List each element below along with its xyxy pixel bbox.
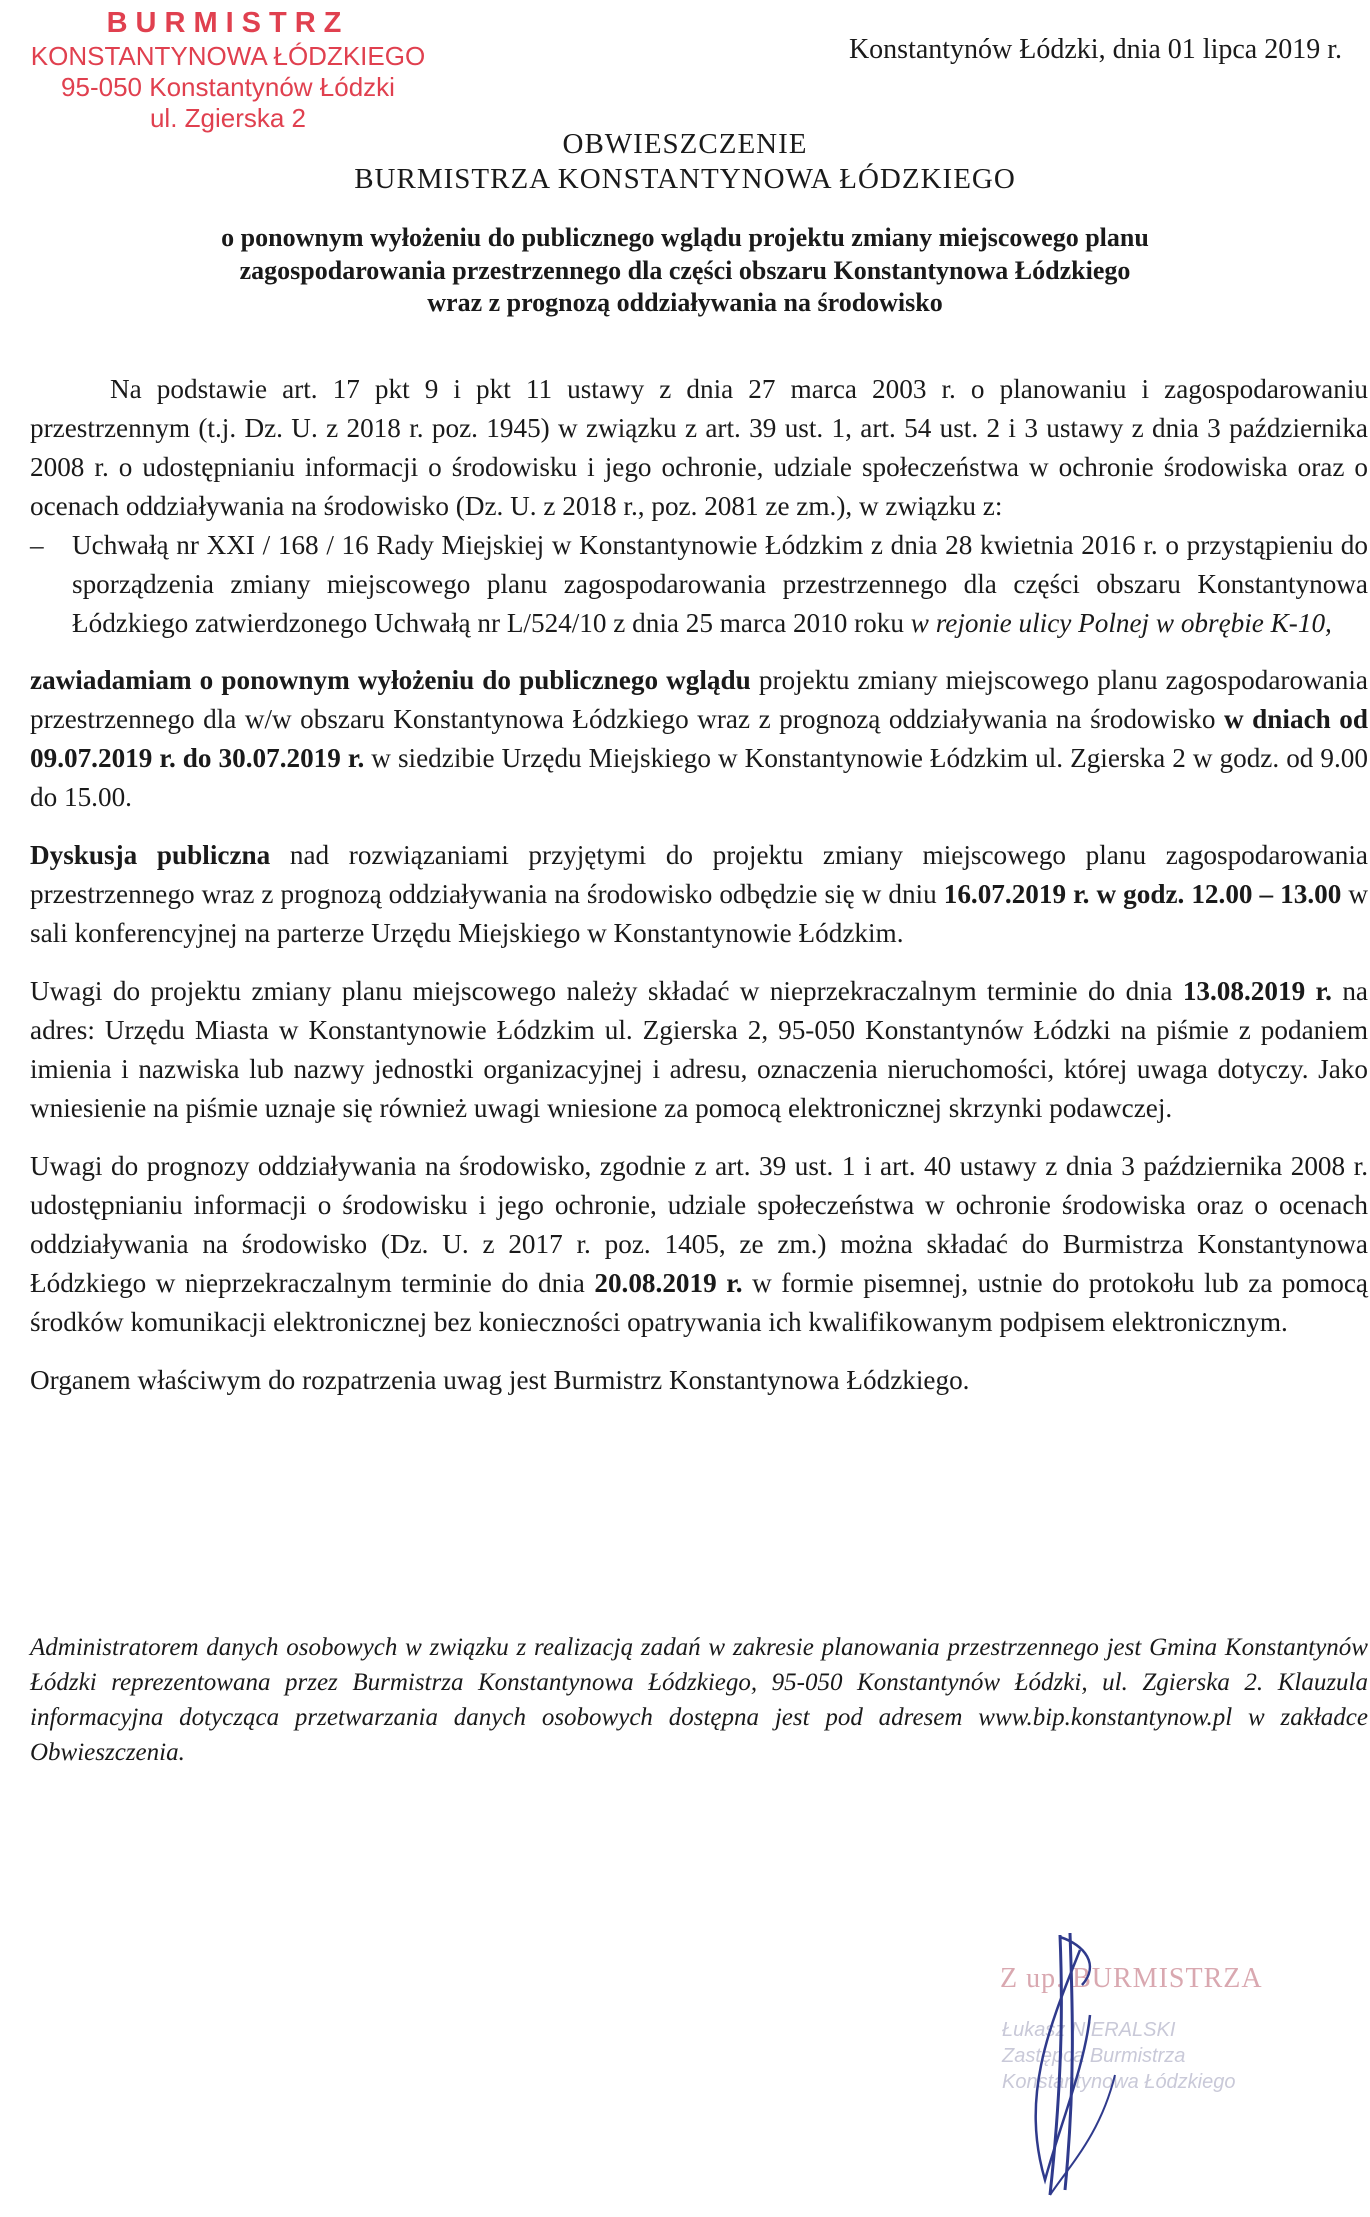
subject-line-2: zagospodarowania przestrzennego dla części obszaru Konstantynowa Łódzkiego [239, 255, 1131, 285]
public-debate-paragraph: Dyskusja publiczna nad rozwiązaniami przyjętymi do projektu zmiany miejscowego planu zagospodarowania przestrzennego wraz z prognozą oddziaływania na środowisko odbędzie się w dniu 16.07.2019 r. w godz. 12.00 – 13.00 w sali konferencyjnej na parterze Urzędu Miejskiego w Konstantynowie Łódzkim. [30, 840, 1369, 948]
inspection-dates: w dniach od 09.07.2019 r. do 30.07.2019 r. [30, 704, 1368, 773]
stamp-postal: 95-050 Konstantynów Łódzki [61, 71, 395, 102]
resolution-text: Uchwałą nr XXI / 168 / 16 Rady Miejskiej w Konstantynowie Łódzkim z dnia 28 kwietnia 2016 r. o przystąpieniu do sporządzenia zmiany miejscowego planu zagospodarowania przestrzennego dla części obszaru Konstantynowa Łódzkiego zatwierdzonego Uchwałą nr L/524/10 z dnia 25 marca 2010 roku [72, 530, 1368, 638]
stamp-title: BURMISTRZ [106, 7, 350, 39]
handwritten-signature [990, 1925, 1360, 2215]
data-protection-note: Administratorem danych osobowych w związku z realizacją zadań w zakresie planowania przestrzennego jest Gmina Konstantynów Łódzki reprezentowana przez Burmistrza Konstantynowa Łódzkiego, 95-050 Konstantynów Łódzki, ul. Zgierska 2. Klauzula informacyjna dotycząca przetwarzania danych osobowych dostępna jest pod adresem www.bip.konstantynow.pl w zakładce Obwieszczenia. [30, 1634, 1368, 1766]
announcement-paragraph: zawiadamiam o ponownym wyłożeniu do publicznego wglądu projektu zmiany miejscowego planu zagospodarowania przestrzennego dla w/w obszaru Konstantynowa Łódzkiego wraz z prognozą oddziaływania na środowisko w dniach od 09.07.2019 r. do 30.07.2019 r. w siedzibie Urzędu Miejskiego w Konstantynowie Łódzkim ul. Zgierska 2 w godz. od 9.00 do 15.00. [30, 665, 1368, 812]
debate-datetime: 16.07.2019 r. w godz. 12.00 – 13.00 [943, 879, 1342, 909]
resolution-area: w rejonie ulicy Polnej w obrębie K-10, [910, 608, 1332, 638]
subject-line-3: wraz z prognozą oddziaływania na środowisko [427, 288, 943, 317]
forecast-comments-deadline: 20.08.2019 r. [594, 1268, 743, 1298]
document-date: Konstantynów Łódzki, dnia 01 lipca 2019 r. [848, 34, 1342, 65]
signature-block [990, 1925, 1360, 2215]
plan-comments-deadline: 13.08.2019 r. [1182, 976, 1332, 1006]
signature-stamp-title: Z up. BURMISTRZA [1000, 1963, 1263, 1994]
forecast-comments-paragraph: Uwagi do prognozy oddziaływania na środowisko, zgodnie z art. 39 ust. 1 i art. 40 ustawy z dnia 3 października 2008 r. udostępnianiu informacji o środowisku i jego ochronie, udziale społeczeństwa w ochronie środowiska oraz o ocenach oddziaływania na środowisko (Dz. U. z 2017 r. poz. 1405, ze zm.) można składać do Burmistrza Konstantynowa Łódzkiego w nieprzekraczalnym terminie do dnia 20.08.2019 r. w formie pisemnej, ustnie do protokołu lub za pomocą środków komunikacji elektronicznej bez konieczności opatrywania ich kwalifikowanym podpisem elektronicznym. [30, 1151, 1368, 1337]
document-heading [0, 128, 1370, 320]
signature-stamp-details: Łukasz NIERALSKI Zastępca Burmistrza Konstantynowa Łódzkiego [1002, 2019, 1236, 2093]
document-title: OBWIESZCZENIE [562, 128, 808, 160]
stamp-office: KONSTANTYNOWA ŁÓDZKIEGO [30, 40, 426, 71]
list-dash: – [30, 530, 44, 560]
legal-basis-paragraph: Na podstawie art. 17 pkt 9 i pkt 11 ustawy z dnia 27 marca 2003 r. o planowaniu i zagospodarowaniu przestrzennym (t.j. Dz. U. z 2018 r. poz. 1945) w związku z art. 39 ust. 1, art. 54 ust. 2 i 3 ustawy z dnia 3 października 2008 r. o udostępnianiu informacji o środowisku i jego ochronie, udziale społeczeństwa w ochronie środowiska oraz o ocenach oddziaływania na środowisko (Dz. U. z 2018 r., poz. 2081 ze zm.), w związku z: [30, 374, 1368, 521]
subject-line-1: o ponownym wyłożeniu do publicznego wglądu projektu zmiany miejscowego planu [221, 223, 1149, 252]
plan-comments-paragraph: Uwagi do projektu zmiany planu miejscowego należy składać w nieprzekraczalnym terminie do dnia 13.08.2019 r. na adres: Urzędu Miasta w Konstantynowie Łódzkim ul. Zgierska 2, 95-050 Konstantynów Łódzki na piśmie z podaniem imienia i nazwiska lub nazwy jednostki organizacyjnej i adresu, oznaczenia nieruchomości, której uwaga dotyczy. Jako wniesienie na piśmie uznaje się również uwagi wniesione za pomocą elektronicznej skrzynki podawczej. [30, 976, 1368, 1123]
document-subject [0, 222, 1370, 320]
document-authority: BURMISTRZA KONSTANTYNOWA ŁÓDZKIEGO [354, 163, 1016, 195]
notice-body [30, 370, 1368, 1419]
resolution-list-item [30, 526, 1368, 643]
office-stamp [8, 6, 448, 134]
competent-authority-paragraph: Organem właściwym do rozpatrzenia uwag jest Burmistrz Konstantynowa Łódzkiego. [30, 1365, 970, 1395]
stamp-street: ul. Zgierska 2 [149, 103, 307, 134]
